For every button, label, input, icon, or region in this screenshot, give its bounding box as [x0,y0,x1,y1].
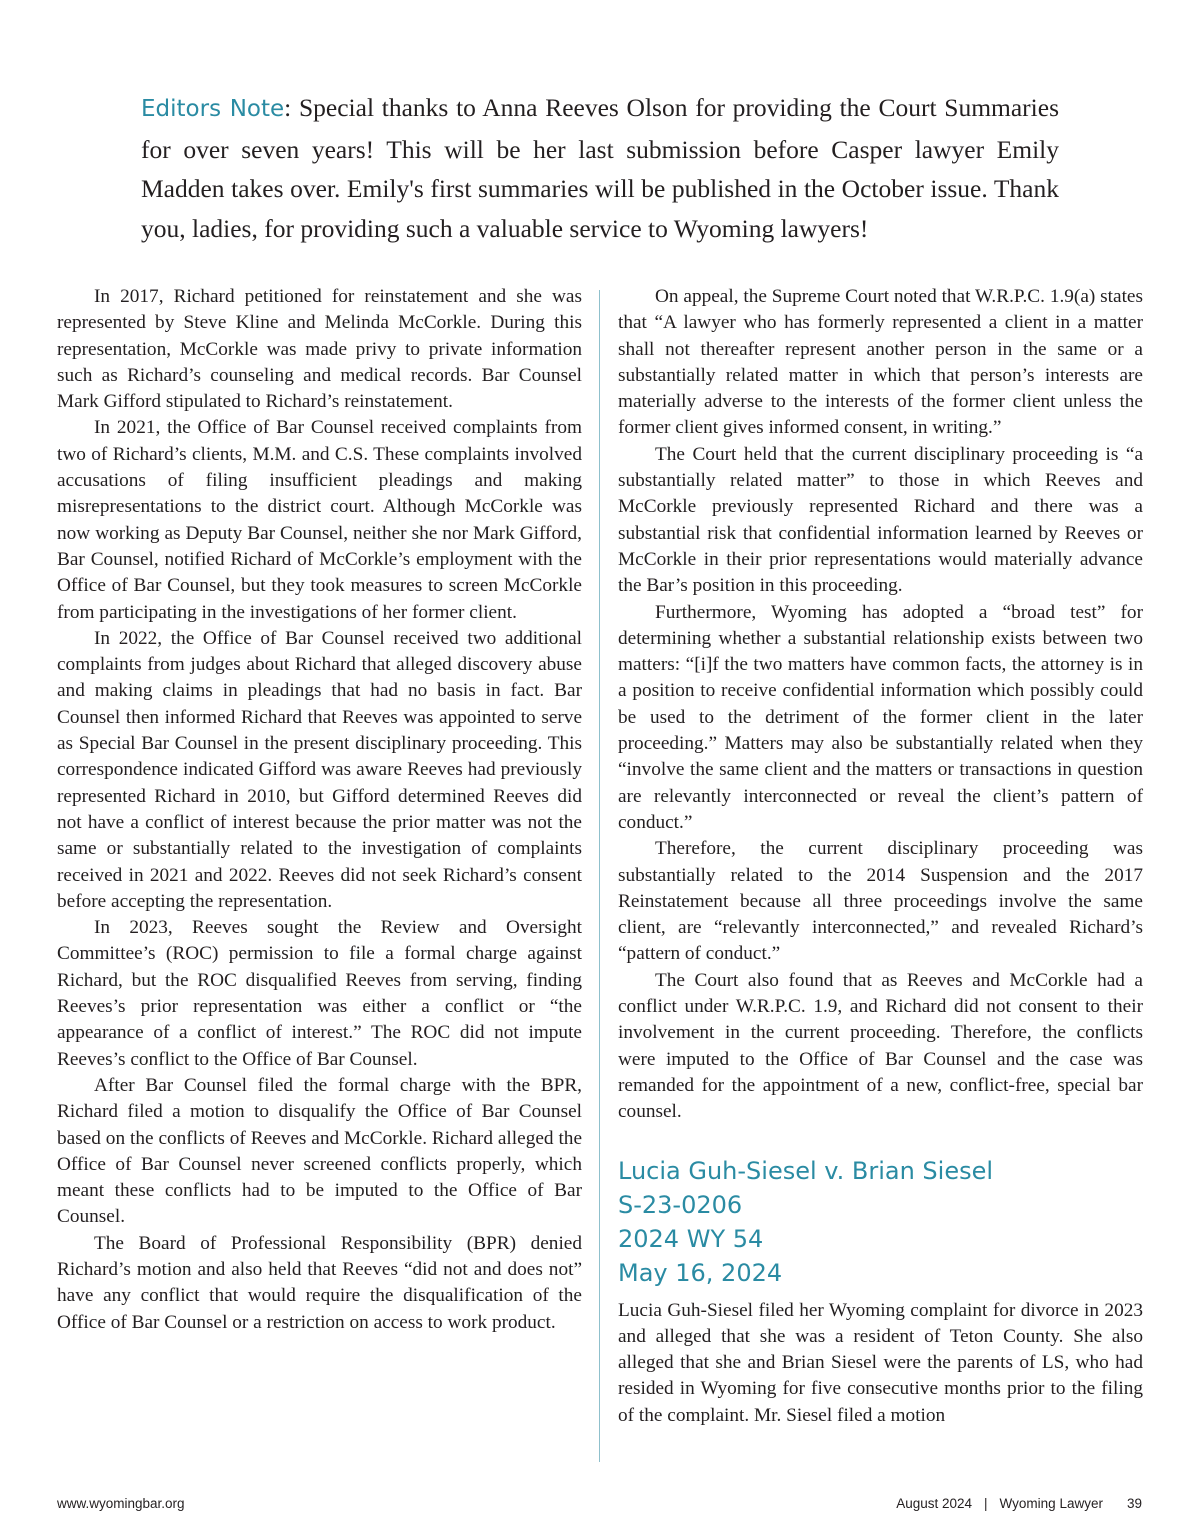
column-divider [599,290,600,1462]
body-paragraph: In 2022, the Office of Bar Counsel received two additional complaints from judges about Richard that alleged discovery abuse and making claims in pleadings that had no basis in fact. Bar Counsel then informed Richard that Reeves was appointed to serve as Special Bar Counsel in the present disciplinary proceeding. This correspondence indicated Gifford was aware Reeves had previously represented Richard in 2010, but Gifford determined Reeves did not have a conflict of interest because the prior matter was not the same or substantially related to the investigation of complaints received in 2021 and 2022. Reeves did not seek Richard’s consent before accepting the representation. [57,627,582,912]
body-paragraph: The Court also found that as Reeves and McCorkle had a conflict under W.R.P.C. 1.9, and Richard did not consent to their involvement in the current proceeding. Therefore, the conflicts were imputed to the Office of Bar Counsel and the case was remanded for the appointment of a new, conflict-free, special bar counsel. [618,969,1143,1123]
editors-note-label: Editors Note [141,96,285,122]
body-paragraph: The Board of Professional Responsibility (BPR) denied Richard’s motion and also held that Reeves “did not and does not” have any conflict that would require the disqualification of the Office of Bar Counsel or a restriction on access to work product. [57,1232,582,1333]
body-paragraph: The Court held that the current disciplinary proceeding is “a substantially related matter” to those in which Reeves and McCorkle previously represented Richard and there was a substantial risk that confidential information learned by Reeves or McCorkle in their prior representations would materially advance the Bar’s position in this proceeding. [618,443,1143,597]
editors-note [141,88,1059,248]
case-heading [618,1154,1143,1290]
case-citation: 2024 WY 54 [618,1224,764,1253]
body-paragraph: In 2021, the Office of Bar Counsel received complaints from two of Richard’s clients, M.M. and C.S. These complaints involved accusations of filing insufficient pleadings and making misrepresentations to the district court. Although McCorkle was now working as Deputy Bar Counsel, neither she nor Mark Gifford, Bar Counsel, notified Richard of McCorkle’s employment with the Office of Bar Counsel, but they took measures to screen McCorkle from participating in the investigations of her former client. [57,417,582,623]
footer-separator: | [984,1496,988,1511]
footer-website: www.wyomingbar.org [57,1496,185,1511]
body-paragraph: Furthermore, Wyoming has adopted a “broad test” for determining whether a substantial relationship exists between two matters: “[i]f the two matters have common facts, the attorney is in a position to receive confidential information which possibly could be used to the detriment of the former client in the later proceeding.” Matters may also be substantially related when they “involve the same client and the matters or transactions in question are relevantly interconnected or reveal the client’s pattern of conduct.” [618,601,1143,833]
body-paragraph: On appeal, the Supreme Court noted that W.R.P.C. 1.9(a) states that “A lawyer who has formerly represented a client in a matter shall not thereafter represent another person in the same or a substantially related matter in which that person’s interests are materially adverse to the interests of the former client unless the former client gives informed consent, in writing.” [618,286,1143,439]
footer-publication: Wyoming Lawyer [999,1496,1103,1511]
page-number: 39 [1126,1496,1142,1511]
body-paragraph: In 2017, Richard petitioned for reinstatement and she was represented by Steve Kline and Melinda McCorkle. During this representation, McCorkle was made privy to private information such as Richard’s counseling and medical records. Bar Counsel Mark Gifford stipulated to Richard’s reinstatement. [57,286,582,413]
editors-note-text: : Special thanks to Anna Reeves Olson for providing the Court Summaries for over seven years! This will be her last submission before Casper lawyer Emily Madden takes over. Emily's first summaries will be published in the October issue. Thank you, ladies, for providing such a valuable service to Wyoming lawyers! [141,93,1060,243]
footer-issue-info [896,1496,1142,1511]
case-title: Lucia Guh-Siesel v. Brian Siesel [618,1156,994,1185]
case-paragraph: Lucia Guh-Siesel filed her Wyoming complaint for divorce in 2023 and alleged that she was a resident of Teton County. She also alleged that she and Brian Siesel were the parents of LS, who had resided in Wyoming for five consecutive months prior to the filing of the complaint. Mr. Siesel filed a motion [618,1299,1143,1426]
body-paragraph: Therefore, the current disciplinary proceeding was substantially related to the 2014 Suspension and the 2017 Reinstatement because all three proceedings involve the same client, are “relevantly interconnected,” and revealed Richard’s “pattern of conduct.” [618,838,1143,965]
right-column [618,284,1143,1429]
case-date: May 16, 2024 [618,1258,783,1287]
body-paragraph: After Bar Counsel filed the formal charge with the BPR, Richard filed a motion to disqualify the Office of Bar Counsel based on the conflicts of Reeves and McCorkle. Richard alleged the Office of Bar Counsel never screened conflicts properly, which meant these conflicts had to be imputed to the Office of Bar Counsel. [57,1074,582,1228]
footer-issue: August 2024 [896,1496,973,1511]
case-docket: S-23-0206 [618,1190,743,1219]
body-paragraph: In 2023, Reeves sought the Review and Oversight Committee’s (ROC) permission to file a formal charge against Richard, but the ROC disqualified Reeves from serving, finding Reeves’s prior representation was either a conflict or “the appearance of a conflict of interest.” The ROC did not impute Reeves’s conflict to the Office of Bar Counsel. [57,917,582,1070]
left-column [57,284,582,1336]
